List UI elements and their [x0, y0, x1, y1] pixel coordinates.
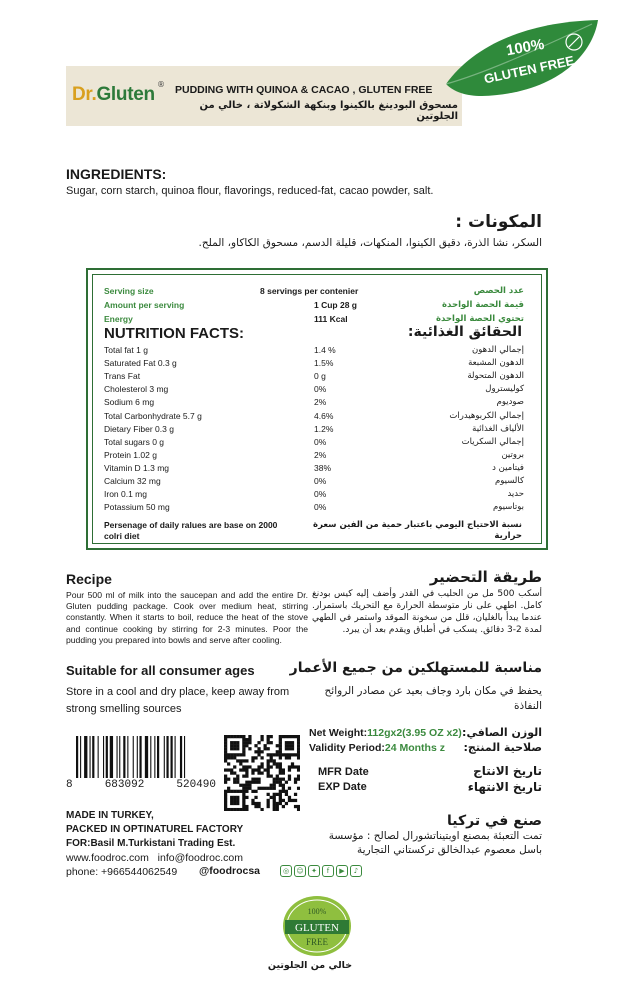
- nutrient-percent: 0%: [314, 489, 327, 500]
- nutrient-row: [104, 463, 524, 475]
- validity-value: 24 Months z: [384, 742, 445, 754]
- badge-bottom-text: FREE: [305, 937, 329, 947]
- badge-middle-text: GLUTEN: [295, 922, 339, 934]
- nutrient-name: Calcium 32 mg: [104, 476, 161, 486]
- storage-text-ar: يحفظ في مكان بارد وجاف بعيد عن مصادر الروائح النفاذة: [324, 685, 542, 712]
- snapchat-icon: ☺: [294, 865, 306, 877]
- barcode-digit-group-1: 8: [66, 779, 73, 791]
- nutrient-name-ar: الدهون المتحولة: [467, 371, 524, 382]
- nutrition-facts-title-ar: الحقائق الغذائية:: [407, 324, 522, 340]
- nutrient-percent: 0 g: [314, 371, 326, 382]
- product-title-en: PUDDING WITH QUINOA & CACAO , GLUTEN FREE: [175, 84, 433, 96]
- contact-web-row: [66, 851, 243, 865]
- suitable-title-ar: مناسبة للمستهلكين من جميع الأعمار: [289, 660, 542, 676]
- nutrient-name-ar: بوتاسيوم: [492, 502, 524, 513]
- nutrient-row: [104, 384, 524, 396]
- nutrient-percent: 1.2%: [314, 423, 334, 434]
- nutrient-percent: 0%: [314, 384, 327, 395]
- validity-label: Validity Period:: [309, 742, 385, 754]
- nutrient-name: Sodium 6 mg: [104, 397, 155, 408]
- nutrition-footnote-en: Persenage of daily ralues are base on 2000 colri diet: [104, 520, 278, 541]
- suitable-title: Suitable for all consumer ages: [66, 663, 255, 678]
- twitter-icon: ✦: [308, 865, 320, 877]
- packed-for-line: FOR:Basil M.Turkistani Trading Est.: [66, 838, 236, 849]
- nutrient-row: [104, 489, 524, 501]
- validity-ar: صلاحية المنتج:: [463, 741, 542, 754]
- nutrient-name: Saturated Fat 0.3 g: [104, 358, 177, 369]
- leaf-badge-line1: 100%: [504, 35, 546, 60]
- badge-top-text: 100%: [307, 907, 327, 916]
- recipe-text-ar: أسكب 500 مل من الحليب في القدر وأضف إليه كيس بودنغ كامل. اطهي على نار متوسطة الحرارة مع التحريك باستمرار. عندما يبدأ بالغليان، قلل من سخونة الموقد واستمر في الطهي لمدة 2-3 دقائق. يسكب في أطباق ويقدم بعد أن يبرد.: [312, 589, 542, 635]
- facebook-icon: f: [322, 865, 334, 877]
- nutrient-name-ar: إجمالي الدهون: [471, 345, 524, 355]
- instagram-icon: ◎: [280, 865, 292, 877]
- gluten-free-leaf-badge: [442, 18, 602, 100]
- recipe-title: Recipe: [66, 571, 112, 587]
- nutrient-row: [104, 476, 524, 488]
- serving-size-ar: عدد الحصص: [473, 286, 524, 296]
- nutrient-name: Total sugars 0 g: [104, 436, 165, 447]
- barcode-digit-group-3: 520490: [176, 779, 216, 791]
- amount-value: 1 Cup 28 g: [314, 300, 357, 310]
- exp-date-ar: تاريخ الانتهاء: [467, 780, 542, 794]
- energy-label: Energy: [104, 314, 133, 324]
- nutrient-percent: 0%: [314, 502, 327, 513]
- brand-logo-gluten: Gluten: [96, 84, 155, 105]
- net-weight-label: Net Weight:: [309, 727, 368, 739]
- tiktok-icon: ♪: [350, 865, 362, 877]
- nutrient-percent: 0%: [314, 476, 327, 486]
- nutrient-name: Protein 1.02 g: [104, 449, 157, 460]
- energy-ar: تحتوي الحصة الواحدة: [436, 314, 524, 324]
- packed-in-line: PACKED IN OPTINATUREL FACTORY: [66, 824, 244, 835]
- gluten-free-caption-ar: خالي من الجلوتين: [267, 960, 353, 971]
- nutrient-row: [104, 358, 524, 370]
- nutrient-row: [104, 450, 524, 462]
- amount-ar: قيمة الحصة الواحدة: [442, 300, 524, 310]
- nutrient-name: Iron 0.1 mg: [104, 489, 147, 500]
- nutrient-name-ar: حديد: [507, 489, 524, 500]
- brand-logo-dr: Dr.: [72, 84, 97, 105]
- email-link: info@foodroc.com: [157, 852, 244, 864]
- qr-code: [224, 735, 300, 811]
- phone-number: phone: +966544062549: [66, 866, 178, 878]
- product-title-ar: مسحوق البودينغ بالكينوا وبنكهة الشكولاتة ، خالي من الجلوتين: [199, 100, 458, 122]
- nutrient-name: Potassium 50 mg: [104, 502, 170, 513]
- made-in-block: [66, 809, 243, 851]
- nutrient-row: [104, 397, 524, 409]
- exp-date-label: EXP Date: [318, 781, 367, 793]
- nutrient-name-ar: بروتين: [501, 449, 524, 460]
- nutrient-name: Total Carbonhydrate 5.7 g: [104, 410, 202, 421]
- nutrient-percent: 38%: [314, 462, 332, 473]
- nutrient-name-ar: كوليسترول: [485, 384, 524, 395]
- nutrient-row: [104, 424, 524, 436]
- nutrient-row: [104, 371, 524, 383]
- serving-size-value: 8 servings per contenier: [260, 286, 359, 296]
- nutrition-footnote-ar: نسبة الاحتياج اليومي باعتبار حمية من الفين سعرة حرارية: [313, 520, 522, 541]
- made-in-text-ar: تمت التعبئة بمصنع اوبتيناتشورال لصالح : مؤسسة باسل معصوم عبدالخالق تركستاني التجارية: [328, 830, 542, 856]
- nutrient-name-ar: كالسيوم: [494, 476, 524, 486]
- nutrient-percent: 2%: [314, 397, 327, 408]
- net-weight-value: 112gx2(3.95 OZ x2): [367, 727, 462, 739]
- social-icons: [280, 865, 362, 877]
- nutrient-row: [104, 437, 524, 449]
- barcode: [66, 736, 216, 780]
- nutrient-row: [104, 411, 524, 423]
- mfr-date-label: MFR Date: [318, 766, 369, 778]
- made-in-title-ar: صنع في تركيا: [447, 813, 542, 829]
- nutrition-facts-title: NUTRITION FACTS:: [104, 325, 244, 342]
- leaf-badge-line2: GLUTEN FREE: [482, 52, 576, 87]
- website-link: www.foodroc.com: [66, 852, 149, 864]
- validity-period: [309, 742, 445, 754]
- nutrient-name-ar: فيتامين د: [492, 462, 524, 473]
- nutrient-percent: 2%: [314, 449, 327, 460]
- brand-logo: [72, 84, 155, 106]
- ingredients-title-ar: المكونات :: [455, 212, 542, 232]
- ingredients-text: Sugar, corn starch, quinoa flour, flavorings, reduced-fat, cacao powder, salt.: [66, 185, 434, 197]
- barcode-digit-group-2: 683092: [104, 779, 145, 791]
- net-weight-ar: الوزن الصافي:: [462, 726, 542, 739]
- ingredients-text-ar: السكر، نشا الذرة، دقيق الكينوا، المنكهات، قليلة الدسم، مسحوق الكاكاو، الملح.: [198, 237, 542, 249]
- ingredients-title: INGREDIENTS:: [66, 166, 167, 182]
- recipe-text: Pour 500 ml of milk into the saucepan and add the entire Dr. Gluten pudding package. Cook over medium heat, stirring constantly. When it starts to boil, reduce the heat of the stove and continue cooking by stirring for 2-3 minutes. Poor the pudding you prepared into bowls and serve after cooling.: [66, 590, 308, 645]
- recipe-title-ar: طريقة التحضير: [429, 568, 542, 586]
- nutrient-name-ar: إجمالي الكربوهيدرات: [449, 410, 524, 421]
- nutrient-row: [104, 502, 524, 514]
- nutrient-name: Dietary Fiber 0.3 g: [104, 423, 174, 434]
- registered-mark: ®: [157, 80, 165, 89]
- mfr-date-ar: تاريخ الانتاج: [473, 764, 542, 778]
- nutrient-name: Vitamin D 1.3 mg: [104, 462, 170, 473]
- serving-size-label: Serving size: [104, 286, 154, 296]
- nutrient-percent: 0%: [314, 436, 327, 447]
- social-handle: @foodrocsa: [199, 865, 260, 877]
- nutrient-percent: 4.6%: [314, 410, 334, 421]
- nutrient-name: Total fat 1 g: [104, 345, 148, 355]
- energy-value: 111 Kcal: [314, 314, 348, 324]
- made-in-line: MADE IN TURKEY,: [66, 810, 154, 821]
- nutrient-name-ar: الدهون المشبعة: [468, 358, 524, 369]
- nutrient-name: Trans Fat: [104, 371, 141, 382]
- nutrient-row: [104, 345, 524, 357]
- nutrient-percent: 1.5%: [314, 358, 334, 369]
- amount-label: Amount per serving: [104, 300, 185, 310]
- nutrient-percent: 1.4 %: [314, 345, 336, 355]
- gluten-free-badge: [281, 894, 353, 958]
- youtube-icon: ▶: [336, 865, 348, 877]
- nutrition-serving-size-row: [104, 286, 524, 298]
- barcode-number: [66, 779, 216, 791]
- nutrient-name-ar: الألياف الغذائية: [472, 423, 524, 434]
- nutrition-amount-row: [104, 300, 524, 312]
- nutrient-name-ar: إجمالي السكريات: [461, 436, 524, 447]
- storage-text: Store in a cool and dry place, keep away from strong smelling sources: [66, 686, 290, 715]
- nutrient-name-ar: صوديوم: [496, 397, 524, 408]
- net-weight: [309, 727, 462, 739]
- nutrient-name: Cholesterol 3 mg: [104, 384, 169, 395]
